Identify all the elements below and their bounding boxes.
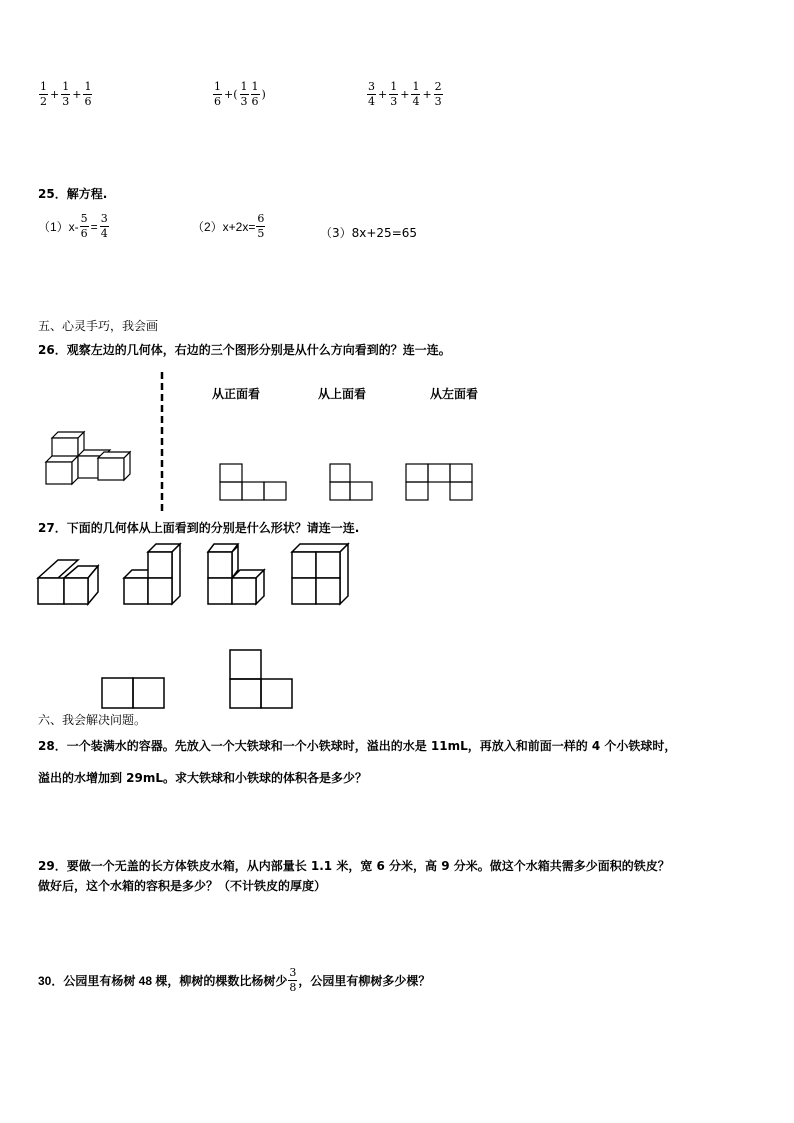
q26-title: 26．观察左边的几何体，右边的三个图形分别是从什么方向看到的？连一连。 bbox=[38, 343, 451, 357]
fraction: $\frac{6}{5}$ bbox=[257, 212, 265, 240]
section6-heading: 六、我会解决问题。 bbox=[38, 713, 147, 727]
expression-1: $\frac{1}{2}$ + $\frac{1}{3}$ + $\frac{1}{6}$ bbox=[40, 80, 92, 108]
fraction: $\frac{1}{4}$ bbox=[412, 80, 420, 108]
q29-line1: 29．要做一个无盖的长方体铁皮水箱，从内部量长 1.1 米，宽 6 分米，高 9 分米。做这个水箱共需多少面积的铁皮？ bbox=[38, 859, 670, 873]
q27-solid-1 bbox=[38, 560, 98, 604]
q27-solid-4 bbox=[292, 544, 348, 604]
q26-view-2 bbox=[330, 464, 372, 500]
q25-equation-3: （3）8x+25=65 bbox=[320, 226, 418, 240]
q25-title: 25．解方程. bbox=[38, 187, 108, 201]
q25-equation-1: （1）x- $\frac{5}{6}$ = $\frac{3}{4}$ bbox=[38, 212, 108, 240]
expression-2: $\frac{1}{6}$ +( $\frac{1}{3}$ $\frac{1}{6}$ ) bbox=[214, 80, 266, 108]
q26-solid-figure bbox=[46, 432, 130, 484]
q27-top-view-2 bbox=[230, 650, 292, 708]
q28-line2: 溢出的水增加到 29mL。求大铁球和小铁球的体积各是多少？ bbox=[38, 771, 368, 785]
q28-line1: 28．一个装满水的容器。先放入一个大铁球和一个小铁球时，溢出的水是 11mL，再放入和前面一样的 4 个小铁球时， bbox=[38, 739, 677, 753]
fraction: $\frac{1}{6}$ bbox=[251, 80, 259, 108]
q26-label-top: 从上面看 bbox=[318, 387, 367, 401]
q29-line2: 做好后，这个水箱的容积是多少？（不计铁皮的厚度） bbox=[38, 879, 327, 893]
q27-top-view-1 bbox=[102, 678, 164, 708]
fraction: $\frac{5}{6}$ bbox=[80, 212, 88, 240]
q30-question: 30．公园里有杨树 48 棵，柳树的棵数比杨树少 $\frac{3}{8}$ ，公园里有柳树多少棵？ bbox=[38, 966, 431, 994]
q25-equation-2: （2）x+2x= $\frac{6}{5}$ bbox=[192, 212, 265, 240]
q26-label-left: 从左面看 bbox=[430, 387, 479, 401]
q27-solid-3 bbox=[208, 544, 264, 604]
fraction: $\frac{3}{4}$ bbox=[368, 80, 375, 108]
expression-3: $\frac{3}{4}$ + $\frac{1}{3}$ + $\frac{1}{4}$ + $\frac{2}{3}$ bbox=[368, 80, 442, 108]
q27-title: 27．下面的几何体从上面看到的分别是什么形状？请连一连. bbox=[38, 521, 360, 535]
fraction: $\frac{2}{3}$ bbox=[434, 80, 442, 108]
fraction: $\frac{3}{8}$ bbox=[289, 966, 297, 994]
fraction: $\frac{1}{3}$ bbox=[390, 80, 398, 108]
fraction: $\frac{3}{4}$ bbox=[100, 212, 108, 240]
fraction: $\frac{1}{6}$ bbox=[214, 80, 221, 108]
q27-solid-2 bbox=[124, 544, 180, 604]
fraction: $\frac{1}{3}$ bbox=[240, 80, 248, 108]
fraction: $\frac{1}{2}$ bbox=[40, 80, 47, 108]
fraction: $\frac{1}{6}$ bbox=[84, 80, 92, 108]
section5-heading: 五、心灵手巧，我会画 bbox=[38, 319, 159, 333]
q26-view-3 bbox=[406, 464, 472, 500]
fraction: $\frac{1}{3}$ bbox=[62, 80, 70, 108]
q26-label-front: 从正面看 bbox=[212, 387, 261, 401]
q26-view-1 bbox=[220, 464, 286, 500]
